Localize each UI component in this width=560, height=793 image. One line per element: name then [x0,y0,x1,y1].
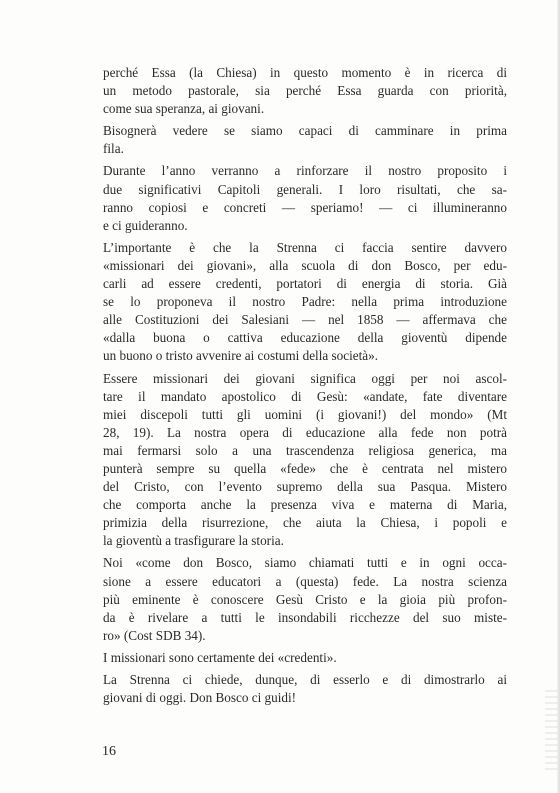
paragraph [103,370,507,551]
text-line: un buono o tristo avvenire ai costumi della società». [103,348,379,364]
text-line: primizia della risurrezione, che aiuta la Chiesa, i popoli e [103,515,507,531]
text-line: carli ad essere credenti, portatori di energia di storia. Già [103,276,507,292]
text-line: ranno copiosi e concreti — speriamo! — ci illumineranno [103,199,507,215]
text-line: punterà sempre su quella «fede» che è centrata nel mistero [103,460,507,476]
paragraph [103,239,507,366]
text-line: 28, 19). La nostra opera di educazione alla fede non potrà [103,424,507,440]
paragraph [103,554,507,644]
text-line: sione a essere educatori a (questa) fede. La nostra scienza [103,573,507,589]
text-line: la gioventù a trasfigurare la storia. [103,533,284,549]
text-line: «missionari dei giovani», alla scuola di don Bosco, per edu- [103,257,507,273]
text-line: giovani di oggi. Don Bosco ci guidi! [103,690,297,706]
text-line: due significativi Capitoli generali. I loro risultati, che sa- [103,181,507,197]
text-line: Essere missionari dei giovani significa oggi per noi ascol- [103,370,507,386]
text-line: e ci guideranno. [103,217,188,233]
text-line: I missionari sono certamente dei «credenti». [103,649,337,665]
text-line: alle Costituzioni dei Salesiani — nel 1858 — affermava che [103,312,507,328]
text-line: tare il mandato apostolico di Gesù: «andate, fate diventare [103,388,507,404]
text-line: che comporta anche la presenza viva e materna di Maria, [103,497,507,513]
text-line: come sua speranza, ai giovani. [103,101,265,117]
scan-artifact [545,690,560,770]
text-line: perché Essa (la Chiesa) in questo momento è in ricerca di [103,65,507,80]
paragraph [103,162,507,234]
text-line: «dalla buona o cattiva educazione della gioventù dipende [103,330,507,346]
page-number: 16 [102,744,116,759]
text-line: più eminente è conoscere Gesù Cristo e la gioia più profon- [103,591,507,607]
paragraph [103,64,507,118]
text-line: L’importante è che la Strenna ci faccia sentire davvero [103,239,507,255]
text-line: miei discepoli tutti gli uomini (i giovani!) del mondo» (Mt [103,406,507,422]
paragraph [103,671,507,707]
text-line: La Strenna ci chiede, dunque, di esserlo e di dimostrarlo ai [103,672,507,687]
text-line: fila. [103,141,124,157]
paragraph [103,122,507,158]
text-line: mai fermarsi solo a una trascendenza religiosa generica, ma [103,442,507,458]
text-line: del Cristo, con l’evento supremo della sua Pasqua. Mistero [103,479,507,495]
text-line: se lo proponeva il nostro Padre: nella prima introduzione [103,294,507,310]
text-line: da è rivelare a tutti le insondabili ricchezze del suo miste- [103,609,507,625]
body-text [103,64,507,711]
text-line: Durante l’anno verranno a rinforzare il nostro proposito i [103,163,507,179]
text-line: un metodo pastorale, sia perché Essa guarda con priorità, [103,83,507,99]
text-line: Noi «come don Bosco, siamo chiamati tutti e in ogni occa- [103,555,507,571]
text-line: Bisognerà vedere se siamo capaci di camminare in prima [103,123,507,139]
paragraph [103,649,507,667]
text-line: ro» (Cost SDB 34). [103,627,206,643]
